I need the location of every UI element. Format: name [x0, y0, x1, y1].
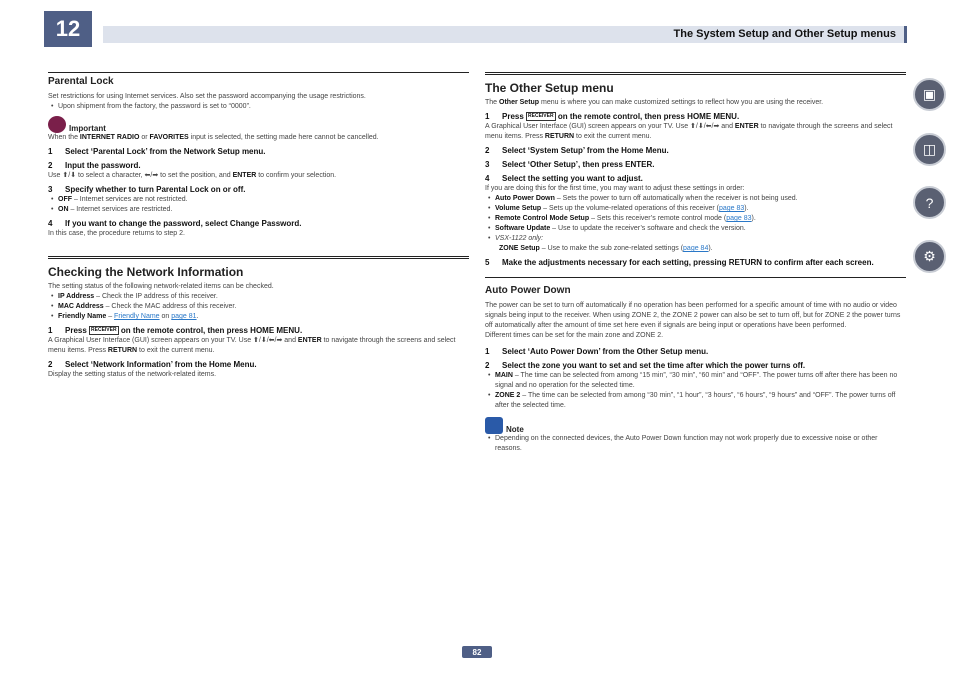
help-icon[interactable]: ? — [913, 186, 946, 219]
important-heading: Important — [48, 116, 469, 133]
page-83-link[interactable]: page 83 — [726, 215, 752, 222]
list-item: • Upon shipment from the factory, the password is set to “0000”. — [48, 102, 469, 112]
step-2: 2 Input the password. — [48, 161, 141, 170]
step-1: 1 Select ‘Auto Power Down’ from the Other Setup menu. — [485, 347, 709, 356]
step-4: 4 Select the setting you want to adjust. — [485, 174, 643, 183]
list-item: • ON – Internet services are restricted. — [48, 205, 469, 215]
step-2: 2 Select ‘Network Information’ from the Home Menu. — [48, 360, 257, 369]
list-item: • MAIN – The time can be selected from among “15 min”, “30 min”, “60 min” and “OFF”. The power turns off after there has been no signal and no operation for the selected time. — [485, 371, 906, 391]
step-1: 1 Press RECEIVER on the remote control, then press HOME MENU. — [48, 326, 303, 335]
paragraph: The power can be set to turn off automatically if no operation has been performed for a specific amount of time with no audio or video signals being input to the receiver. When using ZONE 2, the ZONE 2 power can also be set to turn off, but for ZONE 2 the power turns off automatically after the amount of time set here even if signals are being input or operations have been performed. — [485, 302, 901, 329]
step-3: 3 Specify whether to turn Parental Lock on or off. — [48, 185, 246, 194]
friendly-name-link[interactable]: Friendly Name — [114, 313, 160, 320]
network-information-section — [48, 256, 469, 279]
paragraph: Different times can be set for the main zone and ZONE 2. — [485, 332, 664, 339]
section-heading: The Other Setup menu — [485, 81, 614, 95]
right-column — [485, 72, 906, 454]
page-title: The System Setup and Other Setup menus — [673, 28, 896, 40]
step-3: 3 Select ‘Other Setup’, then press ENTER. — [485, 160, 655, 169]
header-bar — [103, 26, 907, 43]
settings-icon[interactable]: ⚙ — [913, 240, 946, 273]
step-1-text: A Graphical User Interface (GUI) screen appears on your TV. Use ⬆/⬇/⬅/➡ and ENTER to navigate through the screens and select menu items. Press RETURN to exit the current menu. — [485, 123, 893, 140]
list-item: • Volume Setup – Sets up the volume-related operations of this receiver (page 83). — [485, 204, 906, 214]
step-2: 2 Select ‘System Setup’ from the Home Menu. — [485, 146, 669, 155]
remote-icon[interactable]: ◫ — [913, 133, 946, 166]
other-setup-section — [485, 72, 906, 95]
step-4-text: If you are doing this for the first time, you may want to adjust these settings in order: — [485, 185, 745, 192]
note-icon — [485, 417, 503, 434]
page-83-link[interactable]: page 83 — [718, 205, 745, 212]
step-5: 5 Make the adjustments necessary for each setting, pressing RETURN to confirm after each screen. — [485, 258, 874, 267]
important-icon — [48, 116, 66, 133]
step-4-text: In this case, the procedure returns to step 2. — [48, 230, 185, 237]
list-item: • Auto Power Down – Sets the power to turn off automatically when the receiver is not being used. — [485, 194, 906, 204]
important-text: When the INTERNET RADIO or FAVORITES input is selected, the setting made here cannot be cancelled. — [48, 134, 379, 141]
paragraph: Set restrictions for using Internet services. Also set the password accompanying the usage restrictions. — [48, 93, 366, 100]
list-item: • OFF – Internet services are not restricted. — [48, 195, 469, 205]
step-1: 1 Select ‘Parental Lock’ from the Network Setup menu. — [48, 147, 266, 156]
step-4: 4 If you want to change the password, select Change Password. — [48, 219, 302, 228]
list-item: • VSX-1122 only: — [485, 234, 906, 244]
section-heading: Auto Power Down — [485, 285, 571, 296]
section-heading: Checking the Network Information — [48, 265, 244, 279]
step-2-text: Use ⬆/⬇ to select a character, ⬅/➡ to set the position, and ENTER to confirm your selection. — [48, 172, 337, 179]
book-icon[interactable]: ▣ — [913, 78, 946, 111]
page-81-link[interactable]: page 81 — [171, 313, 197, 320]
left-column — [48, 72, 469, 380]
list-item: • IP Address – Check the IP address of this receiver. — [48, 292, 469, 302]
step-2-text: Display the setting status of the network-related items. — [48, 371, 217, 378]
step-1: 1 Press RECEIVER on the remote control, then press HOME MENU. — [485, 112, 740, 121]
auto-power-down-section — [485, 277, 906, 296]
page-number: 82 — [462, 646, 492, 658]
list-item: • Software Update – Use to update the receiver’s software and check the version. — [485, 224, 906, 234]
receiver-button-icon: RECEIVER — [91, 327, 117, 334]
step-2: 2 Select the zone you want to set and set the time after which the power turns off. — [485, 361, 806, 370]
note-heading: Note — [485, 417, 906, 434]
paragraph: The setting status of the following network-related items can be checked. — [48, 283, 274, 290]
paragraph: The Other Setup menu is where you can make customized settings to reflect how you are using the receiver. — [485, 99, 824, 106]
list-item: • Depending on the connected devices, the Auto Power Down function may not work properly due to excessive noise or other reasons. — [485, 434, 906, 454]
parental-lock-section — [48, 72, 469, 87]
step-1-text: A Graphical User Interface (GUI) screen appears on your TV. Use ⬆/⬇/⬅/➡ and ENTER to navigate through the screens and select menu items. Press RETURN to exit the current menu. — [48, 337, 456, 354]
list-item: • MAC Address – Check the MAC address of this receiver. — [48, 302, 469, 312]
list-item: • Friendly Name – Friendly Name on page 81. — [48, 312, 469, 322]
list-item: • ZONE 2 – The time can be selected from among “30 min”, “1 hour”, “3 hours”, “6 hours”, “9 hours” and “OFF”. The power turns off after the selected time. — [485, 391, 906, 411]
page-84-link[interactable]: page 84 — [683, 245, 709, 252]
receiver-button-icon: RECEIVER — [528, 113, 554, 120]
zone-setup-item: ZONE Setup – Use to make the sub zone-related settings (page 84). — [499, 245, 713, 252]
section-heading: Parental Lock — [48, 76, 114, 87]
list-item: • Remote Control Mode Setup – Sets this receiver’s remote control mode (page 83). — [485, 214, 906, 224]
chapter-number: 12 — [44, 11, 92, 47]
